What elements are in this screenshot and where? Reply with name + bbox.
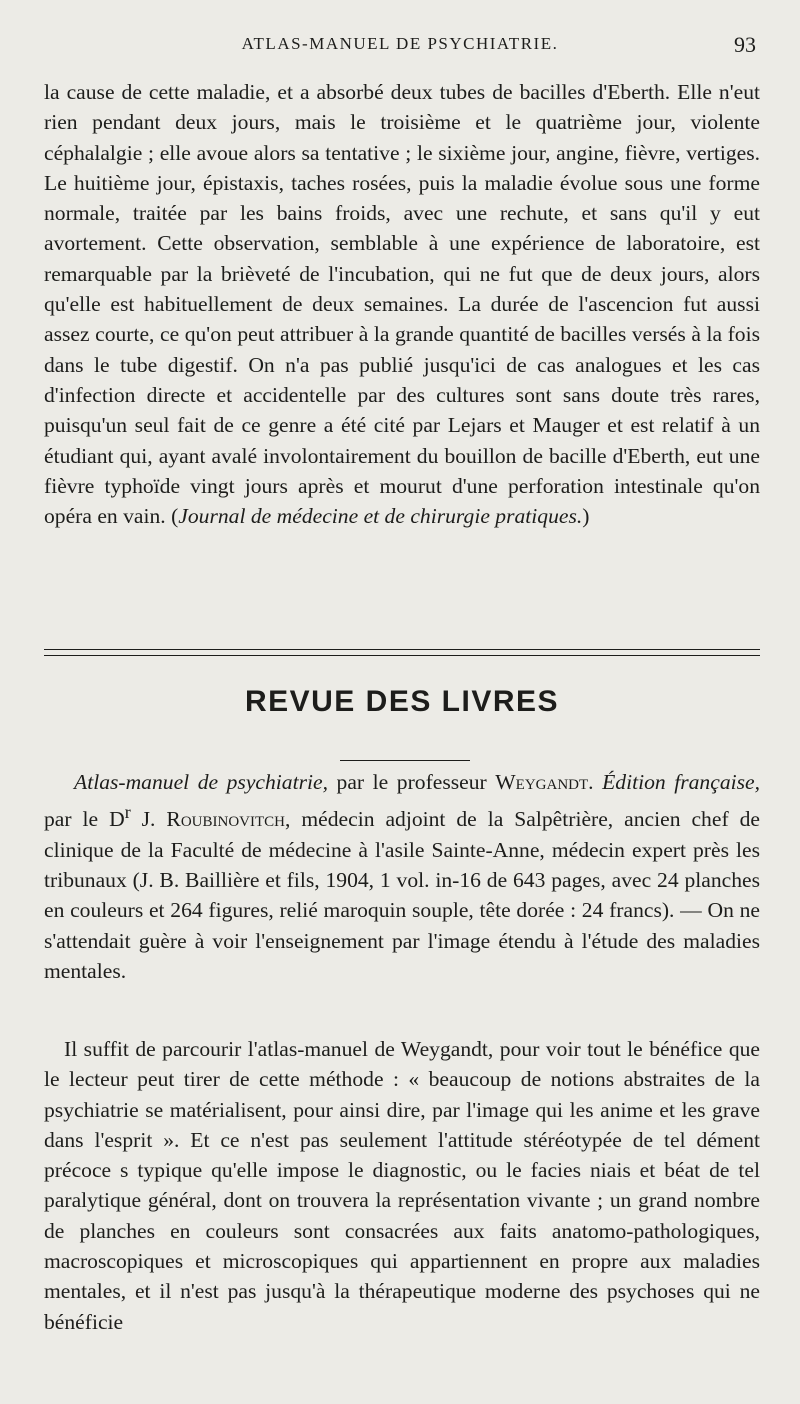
review-paragraph-2: Il suffit de parcourir l'atlas-manuel de Weygandt, pour voir tout le bénéfice que le lecteur peut tirer de cette méthode : « beaucoup de notions abstraites de la psychiatrie se matérialisent, pour ainsi dire, par l'image qui les anime et les grave dans l'esprit ». Et ce n'est pas seulement l'attitude stéréotypée de tel dément précoce s typique qu'elle impose le diagnostic, ou le facies niais et béat de tel paralytique général, dont on trouvera la représentation vivante ; un grand nombre de planches en couleurs sont consacrées aux faits anatomo-pathologiques, macroscopiques et microscopiques qui appartiennent en propre aux maladies mentales, et il n'est pas jusqu'à la thérapeutique moderne des psychoses qui ne bénéficie — [44, 1037, 760, 1334]
review-by-translator: par le D — [44, 807, 125, 832]
paragraph-text: la cause de cette maladie, et a absorbé deux tubes de bacilles d'Eberth. Elle n'eut rien pendant deux jours, mais le troisième et le quatrième jour, violente céphalalgie ; elle avoue alors sa tentative ; le sixième jour, angine, fièvre, vertiges. Le huitième jour, épistaxis, taches rosées, puis la maladie évolue sous une forme normale, traitée par les bains froids, avec une rechute, et sans qu'il y eut avortement. Cette observation, semblable à une expérience de laboratoire, est remarquable par la brièveté de l'incubation, qui ne fut que de deux jours, alors qu'elle est habituellement de deux semaines. La durée de l'ascencion fut aussi assez courte, ce qu'on peut attribuer à la grande quantité de bacilles versés à la fois dans le tube digestif. On n'a pas publié jusqu'ici de cas analogues et les cas d'infection directe et accidentelle par des cultures sont sans doute très rares, puisqu'un seul fait de ce genre a été cité par Lejars et Mauger et est relatif à un étudiant qui, ayant avalé involontairement du bouillon de bacille d'Eberth, eut une fièvre typhoïde vingt jours après et mourut d'une perforation intestinale qu'on opéra en vain. ( — [44, 80, 760, 529]
page-number: 93 — [734, 32, 756, 57]
section-divider-top — [44, 649, 760, 650]
section-title: REVUE DES LIVRES — [244, 685, 560, 718]
review-paragraph — [44, 767, 760, 986]
author-name: Weygandt — [495, 770, 589, 794]
translator-name: Roubinovitch — [166, 807, 285, 832]
running-head — [40, 34, 760, 62]
section-divider-bottom — [44, 655, 760, 656]
book-title: Atlas-manuel de psychiatrie, — [74, 770, 328, 794]
translator-initial: J. — [130, 807, 167, 832]
review-after-author: . — [588, 770, 603, 794]
edition-label: Édition française, — [602, 770, 760, 794]
citation-close: ) — [582, 504, 590, 529]
review-by: par le professeur — [327, 770, 496, 794]
source-citation: Journal de médecine et de chirurgie pratiques. — [178, 504, 583, 529]
title-underline — [340, 760, 470, 761]
running-title: ATLAS-MANUEL DE PSYCHIATRIE. — [241, 34, 559, 53]
review-body: , médecin adjoint de la Salpêtrière, ancien chef de clinique de la Faculté de médecine à l'asile Sainte-Anne, médecin expert près les tribunaux (J. B. Baillière et fils, 1904, 1 vol. in-16 de 643 pages, avec 24 planches en couleurs et 264 figures, relié maroquin souple, tête dorée : 24 francs). — On ne s'attendait guère à voir l'enseignement par l'image étendu à l'étude des maladies mentales. — [44, 807, 760, 983]
translator-title-sup: r — [124, 802, 131, 823]
article-continuation-paragraph — [44, 77, 760, 531]
